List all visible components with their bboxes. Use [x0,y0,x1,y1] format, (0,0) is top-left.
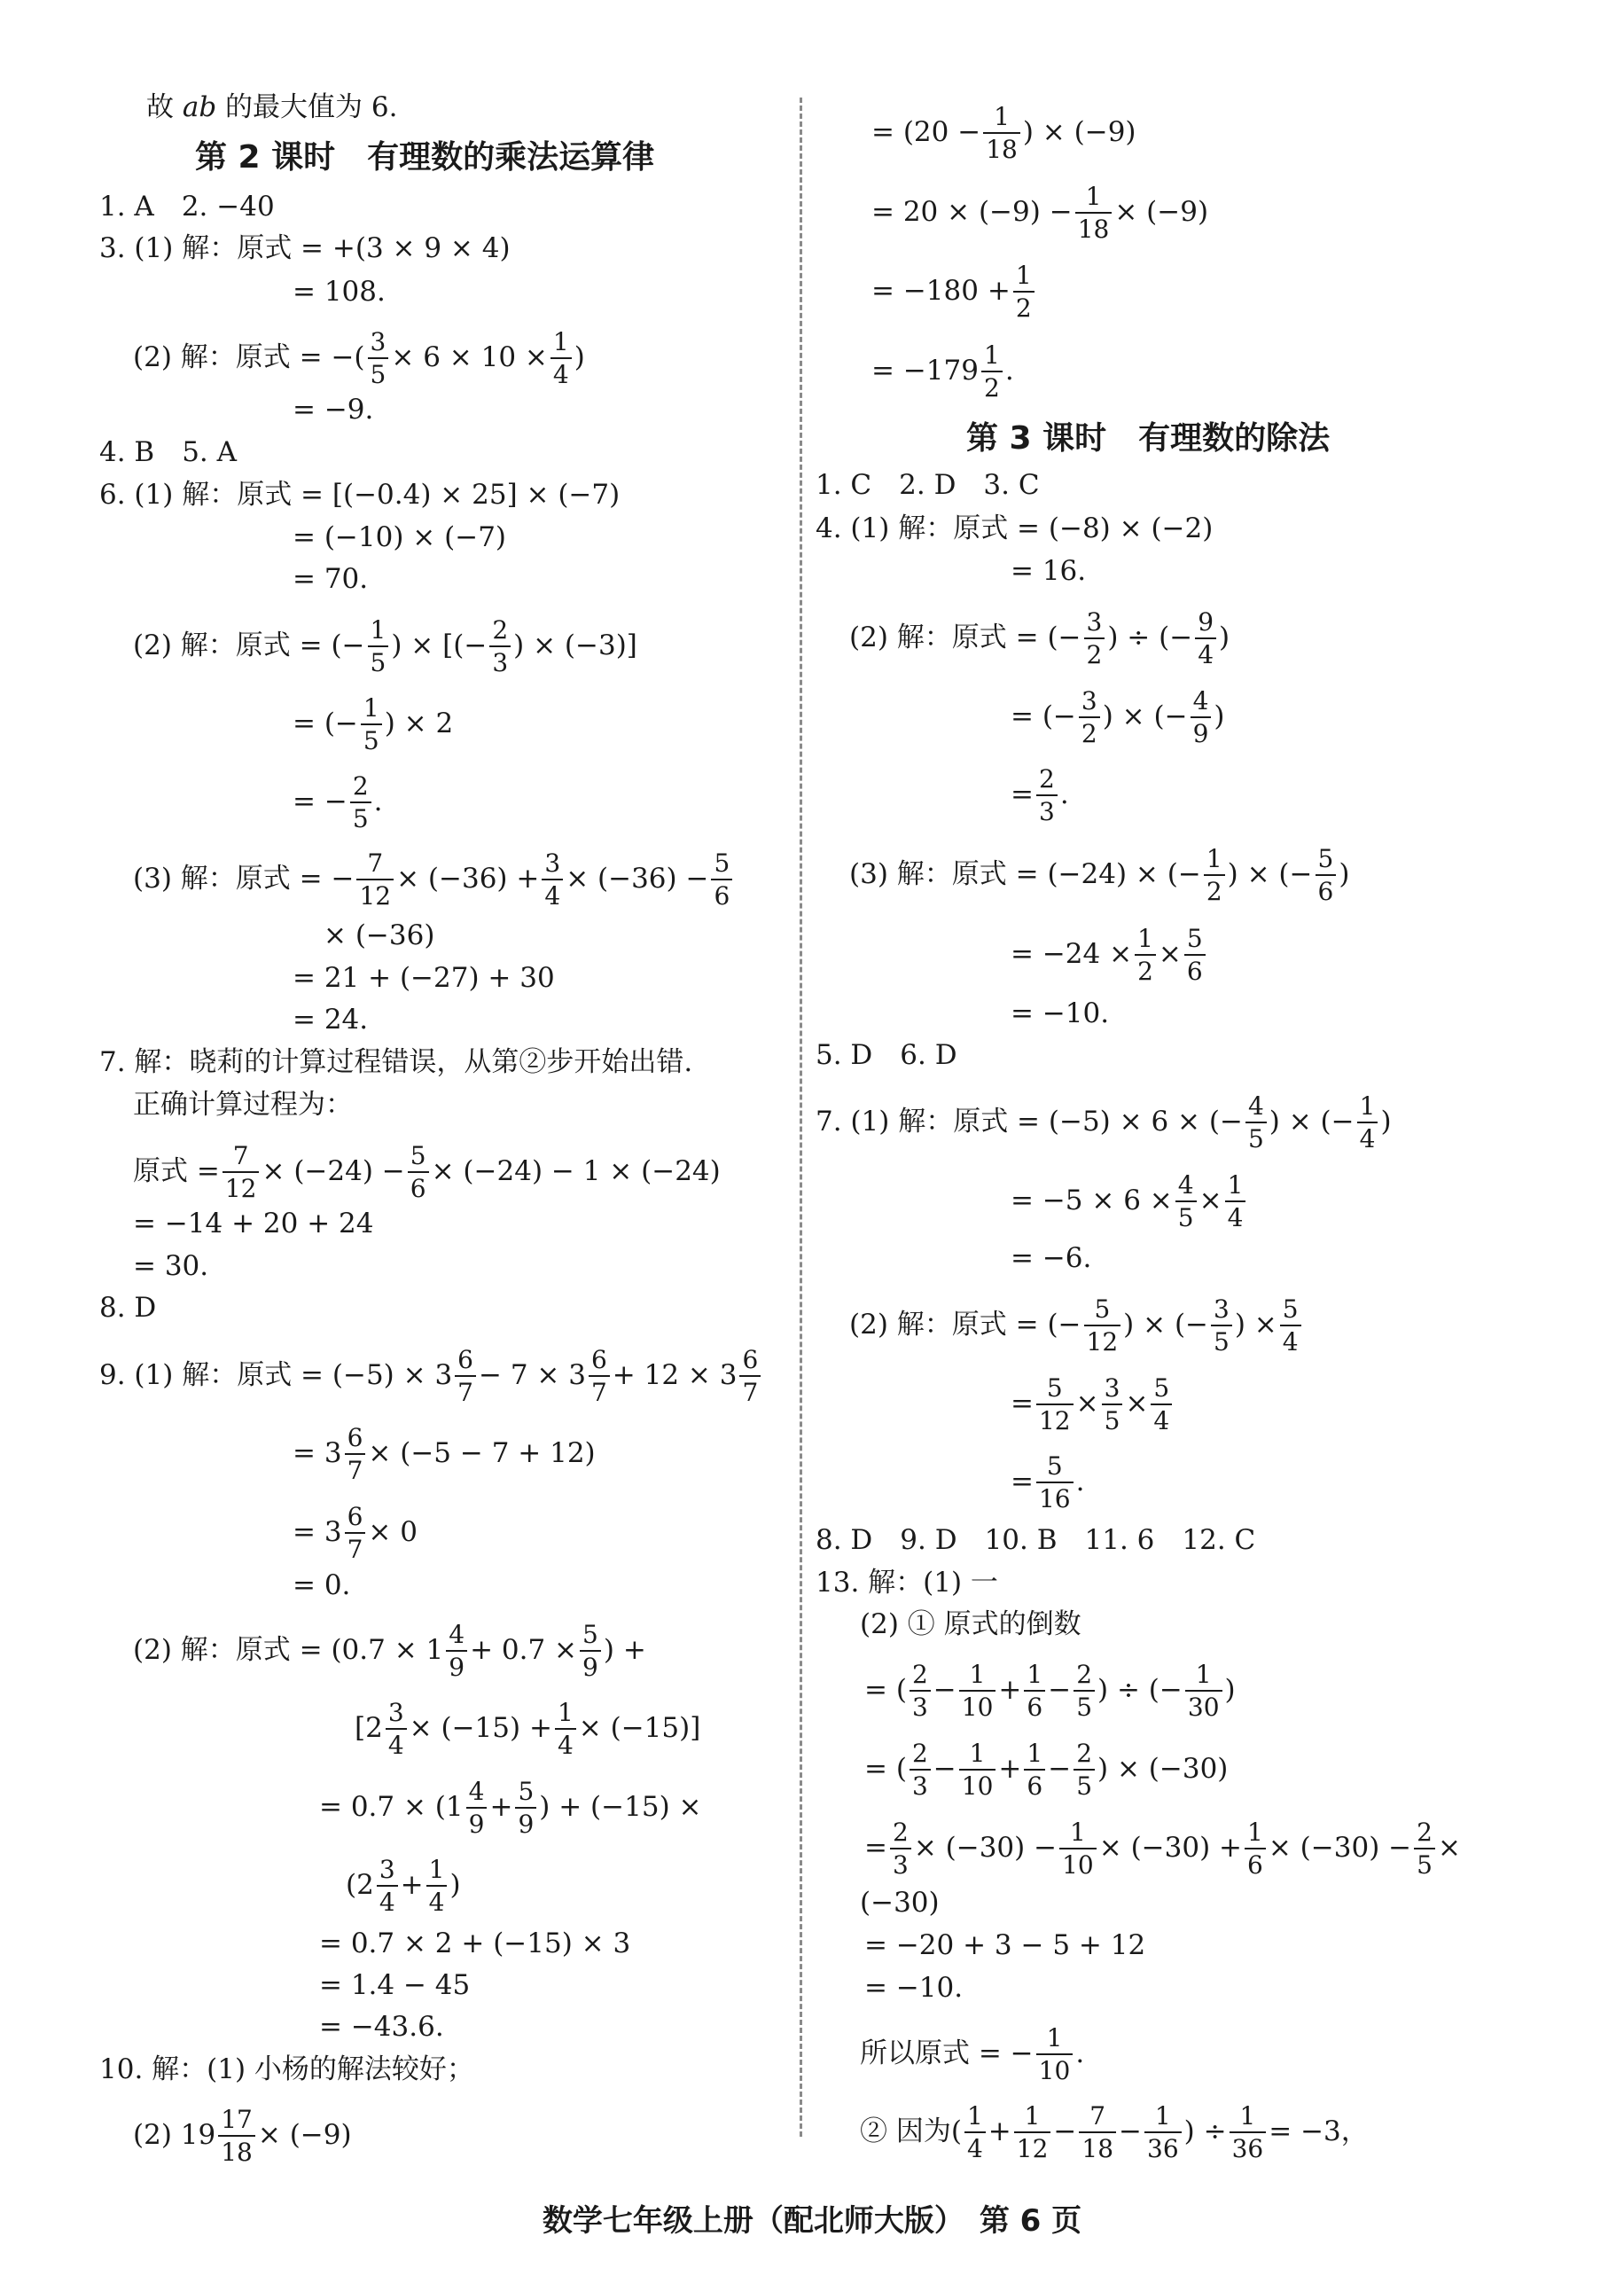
fraction: $\frac{3}{4}$ [386,1701,407,1758]
answer-line: 8. D [99,1292,157,1324]
solution-line: = 1.4 − 45 [319,1969,471,2001]
solution-line: 正确计算过程为： [133,1089,353,1121]
fraction: $\frac{4}{9}$ [446,1622,467,1680]
fraction: $\frac{3}{2}$ [1079,689,1100,747]
fraction: $\frac{1}{30}$ [1185,1662,1222,1720]
fraction: $\frac{2}{3}$ [489,618,511,676]
fraction: $\frac{5}{9}$ [515,1779,536,1837]
solution-line: × (−36) [324,919,435,951]
solution-line: = −43.6. [319,2011,444,2043]
fraction: $\frac{4}{5}$ [1175,1173,1197,1231]
section-heading-lesson-2: 第 2 课时 有理数的乘法运算律 [195,139,655,176]
fraction: $\frac{3}{2}$ [1084,610,1105,668]
solution-line: = $\frac{2}{3}$ × (−30) − $\frac{1}{10}$ × (−30) + $\frac{1}{6}$ × (−30) − $\frac{2}{5}$ × [864,1818,1461,1880]
solution-line: = 0.7 × 2 + (−15) × 3 [319,1927,631,1959]
fraction: $\frac{1}{6}$ [1024,1741,1045,1799]
fraction: $\frac{1}{2}$ [981,343,1003,401]
fraction: $\frac{2}{5}$ [1074,1741,1095,1799]
fraction: $\frac{4}{9}$ [1191,689,1212,747]
fraction: $\frac{3}{5}$ [368,330,389,387]
page-footer: 数学七年级上册（配北师大版） 第 6 页 [542,2203,1082,2239]
fraction: $\frac{6}{7}$ [739,1348,761,1405]
fraction: $\frac{1}{10}$ [959,1662,996,1720]
fraction: $\frac{2}{3}$ [910,1662,931,1720]
solution-line: 13. 解：(1) 一 [816,1567,998,1599]
fraction: $\frac{3}{4}$ [377,1857,398,1915]
solution-line: = (−10) × (−7) [293,521,507,553]
left-column [0,0,798,2291]
fraction: $\frac{1}{10}$ [959,1741,996,1799]
fraction: $\frac{1}{4}$ [550,330,572,387]
fraction: $\frac{3}{5}$ [1211,1297,1232,1355]
solution-line: 原式 = $\frac{7}{12}$ × (−24) − $\frac{5}{6}$ × (−24) − 1 × (−24) [133,1141,721,1203]
fraction: $\frac{1}{5}$ [368,618,389,676]
solution-line: = ( $\frac{2}{3}$ − $\frac{1}{10}$ + $\frac{1}{6}$ − $\frac{2}{5}$ ) × (−30) [864,1739,1229,1801]
fraction: $\frac{5}{6}$ [711,851,732,909]
solution-line: = −6. [1011,1242,1092,1274]
solution-line: [2 $\frac{3}{4}$ × (−15) + $\frac{1}{4}$ × (−15)] [355,1698,701,1760]
solution-line: (2) 解：原式 = (− $\frac{3}{2}$ ) ÷ (− $\frac{9}{4}$ ) [849,607,1230,669]
solution-line: = 70. [293,563,369,595]
fraction: $\frac{3}{4}$ [542,851,563,909]
fraction: $\frac{1}{4}$ [964,2104,986,2162]
fraction: $\frac{2}{5}$ [350,774,371,832]
fraction: $\frac{17}{18}$ [218,2107,255,2165]
solution-line: 4. (1) 解：原式 = (−8) × (−2) [816,512,1214,544]
fraction: $\frac{1}{12}$ [1014,2104,1051,2162]
fraction: $\frac{1}{2}$ [1204,847,1225,904]
answer-line: 5. D 6. D [816,1039,957,1071]
fraction: $\frac{1}{2}$ [1013,263,1035,321]
solution-line: = $\frac{5}{12}$ × $\frac{3}{5}$ × $\frac{5}{4}$ [1011,1376,1175,1434]
solution-line: = (− $\frac{1}{5}$ ) × 2 [293,693,454,755]
fraction: $\frac{5}{6}$ [408,1144,429,1201]
solution-line: 7. (1) 解：原式 = (−5) × 6 × (− $\frac{4}{5}$ ) × (− $\frac{1}{4}$ ) [816,1091,1392,1153]
fraction: $\frac{6}{7}$ [455,1348,476,1405]
solution-line: = −180 + $\frac{1}{2}$ [871,263,1037,321]
solution-line: ② 因为( $\frac{1}{4}$ + $\frac{1}{12}$ − $\frac{7}{18}$ − $\frac{1}{36}$ ) ÷ $\frac{1}{36}$ = −3， [860,2101,1369,2163]
solution-line: = 0.7 × (1 $\frac{4}{9}$ + $\frac{5}{9}$ ) + (−15) × [319,1777,702,1839]
solution-line: = −179 $\frac{1}{2}$ . [871,340,1014,403]
fraction: $\frac{4}{9}$ [466,1779,488,1837]
answer-line: 4. B 5. A [99,436,238,468]
solution-line: = −14 + 20 + 24 [133,1208,374,1239]
solution-line: = 21 + (−27) + 30 [293,962,555,994]
solution-line: = 3 $\frac{6}{7}$ × 0 [293,1502,418,1564]
solution-line: = −9. [293,394,374,426]
solution-line: (3) 解：原式 = (−24) × (− $\frac{1}{2}$ ) × (− $\frac{5}{6}$ ) [849,844,1350,906]
solution-line: (2) 解：原式 = (− $\frac{5}{12}$ ) × (− $\frac{3}{5}$ ) × $\frac{5}{4}$ [849,1297,1304,1355]
solution-line: (2) 19 $\frac{17}{18}$ × (−9) [133,2105,352,2167]
solution-line: = 20 × (−9) − $\frac{1}{18}$ × (−9) [871,182,1209,244]
solution-line: 3. (1) 解：原式 = +(3 × 9 × 4) [99,232,511,264]
fraction: $\frac{1}{4}$ [1225,1173,1246,1231]
right-column [798,0,1624,2291]
fraction: $\frac{5}{12}$ [1036,1376,1074,1434]
solution-line: = −10. [1011,997,1110,1029]
fraction: $\frac{2}{3}$ [890,1820,911,1878]
solution-line: = 30. [133,1250,209,1282]
solution-line: = (− $\frac{3}{2}$ ) × (− $\frac{4}{9}$ ) [1011,686,1225,748]
fraction: $\frac{2}{3}$ [1036,767,1058,825]
max-value-line: 故 ab 的最大值为 6. [146,91,398,123]
fraction: $\frac{2}{5}$ [1074,1662,1095,1720]
solution-line: = −24 × $\frac{1}{2}$ × $\frac{5}{6}$ [1011,927,1208,984]
section-heading-lesson-3: 第 3 课时 有理数的除法 [966,420,1331,457]
fraction: $\frac{1}{4}$ [426,1857,448,1915]
solution-line: = 3 $\frac{6}{7}$ × (−5 − 7 + 12) [293,1423,596,1485]
fraction: $\frac{1}{36}$ [1144,2104,1182,2162]
solution-line: = − $\frac{2}{5}$ . [293,771,383,833]
fraction: $\frac{1}{2}$ [1135,927,1156,984]
solution-line: = −20 + 3 − 5 + 12 [864,1929,1146,1961]
answer-line: 1. A 2. −40 [99,191,275,223]
fraction: $\frac{1}{4}$ [1357,1094,1378,1152]
fraction: $\frac{2}{5}$ [1414,1820,1435,1878]
solution-line: (−30) [860,1887,940,1919]
fraction: $\frac{6}{7}$ [345,1426,366,1483]
fraction: $\frac{5}{6}$ [1184,927,1206,984]
solution-line: = 0. [293,1569,351,1601]
solution-line: = 16. [1011,555,1087,587]
fraction: $\frac{7}{12}$ [223,1144,260,1201]
answer-line: 8. D 9. D 10. B 11. 6 12. C [816,1524,1256,1556]
fraction: $\frac{1}{10}$ [1059,1820,1097,1878]
fraction: $\frac{3}{5}$ [1102,1376,1123,1434]
fraction: $\frac{2}{3}$ [910,1741,931,1799]
answer-line: 1. C 2. D 3. C [816,469,1040,501]
solution-line: = $\frac{5}{16}$ . [1011,1451,1085,1513]
solution-line: = 24. [293,1004,369,1036]
solution-line: (2 $\frac{3}{4}$ + $\frac{1}{4}$ ) [346,1855,461,1917]
solution-line: 10. 解：(1) 小杨的解法较好； [99,2053,474,2085]
fraction: $\frac{1}{10}$ [1036,2026,1074,2084]
fraction: $\frac{5}{12}$ [1084,1297,1121,1355]
solution-line: = (20 − $\frac{1}{18}$ ) × (−9) [871,102,1136,164]
fraction: $\frac{1}{6}$ [1245,1820,1266,1878]
solution-line: = −10. [864,1972,964,2004]
solution-line: (2) 解：原式 = −( $\frac{3}{5}$ × 6 × 10 × $\frac{1}{4}$ ) [133,327,585,389]
solution-line: = $\frac{2}{3}$ . [1011,764,1069,826]
fraction: $\frac{1}{18}$ [1075,184,1113,242]
solution-line: 6. (1) 解：原式 = [(−0.4) × 25] × (−7) [99,479,621,511]
fraction: $\frac{1}{4}$ [555,1701,576,1758]
fraction: $\frac{4}{5}$ [1245,1094,1267,1152]
solution-line: 9. (1) 解：原式 = (−5) × 3 $\frac{6}{7}$ − 7 × 3 $\frac{6}{7}$ + 12 × 3 $\frac{6}{7}$ [99,1348,763,1405]
fraction: $\frac{7}{12}$ [356,851,394,909]
solution-line: 所以原式 = − $\frac{1}{10}$ . [860,2023,1085,2085]
solution-line: (2) 解：原式 = (− $\frac{1}{5}$ ) × [(− $\frac{2}{3}$ ) × (−3)] [133,615,637,677]
fraction: $\frac{1}{6}$ [1024,1662,1045,1720]
fraction: $\frac{1}{5}$ [361,696,382,754]
fraction: $\frac{5}{16}$ [1036,1454,1074,1512]
fraction: $\frac{1}{18}$ [983,105,1020,162]
solution-line: = 108. [293,276,386,308]
fraction: $\frac{5}{9}$ [580,1622,601,1680]
fraction: $\frac{5}{4}$ [1151,1376,1172,1434]
fraction: $\frac{7}{18}$ [1079,2104,1116,2162]
solution-line: 7. 解：晓莉的计算过程错误，从第②步开始出错. [99,1046,693,1078]
solution-line: = ( $\frac{2}{3}$ − $\frac{1}{10}$ + $\frac{1}{6}$ − $\frac{2}{5}$ ) ÷ (− $\frac{1}{30}$ ) [864,1660,1236,1722]
solution-line: (2) 解：原式 = (0.7 × 1 $\frac{4}{9}$ + 0.7 × $\frac{5}{9}$ ) + [133,1620,646,1682]
fraction: $\frac{5}{6}$ [1316,847,1337,904]
fraction: $\frac{6}{7}$ [345,1505,366,1562]
solution-line: (2) ① 原式的倒数 [860,1608,1081,1640]
solution-line: = −5 × 6 × $\frac{4}{5}$ × $\frac{1}{4}$ [1011,1173,1248,1231]
solution-line: (3) 解：原式 = − $\frac{7}{12}$ × (−36) + $\frac{3}{4}$ × (−36) − $\frac{5}{6}$ [133,851,735,909]
fraction: $\frac{1}{36}$ [1230,2104,1267,2162]
fraction: $\frac{5}{4}$ [1280,1297,1301,1355]
fraction: $\frac{6}{7}$ [589,1348,610,1405]
fraction: $\frac{9}{4}$ [1195,610,1216,668]
